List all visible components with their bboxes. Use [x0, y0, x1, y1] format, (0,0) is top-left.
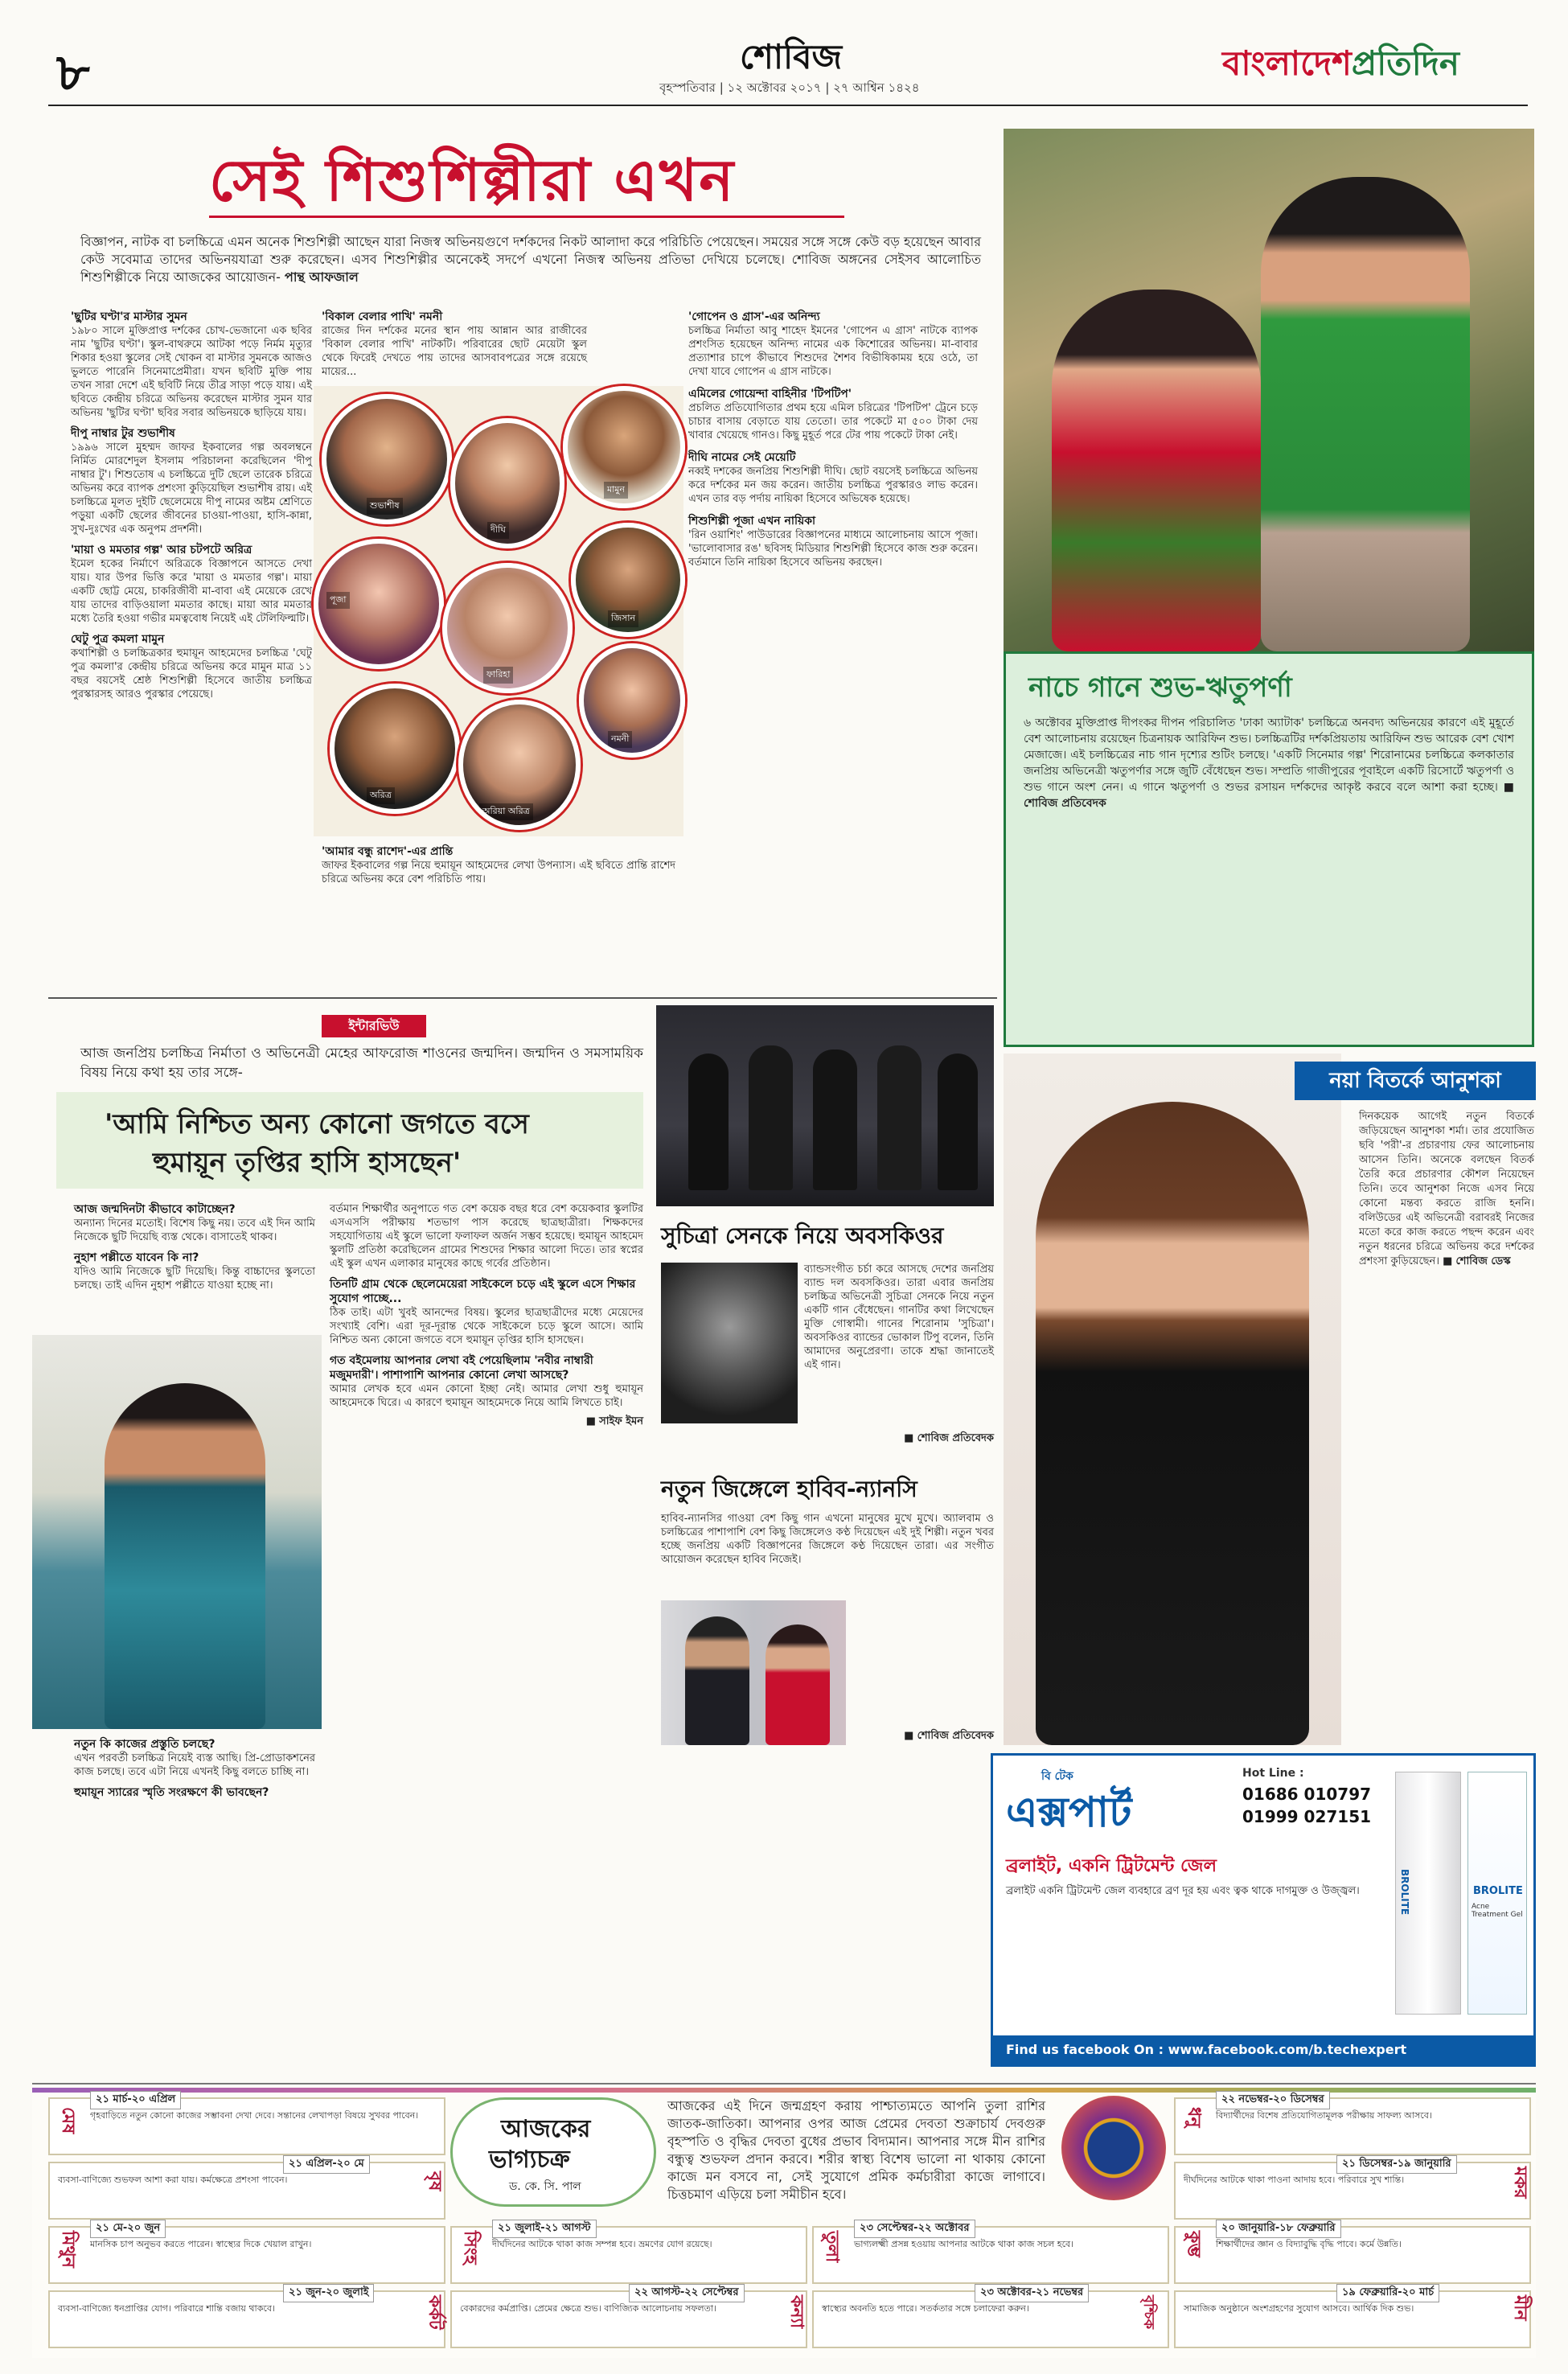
photo-label-5: জিসান — [608, 610, 638, 627]
story1-body-tail: ■ শোবিজ প্রতিবেদক — [904, 1432, 994, 1444]
sign-date-mesh: ২১ মার্চ-২০ এপ্রিল — [90, 2091, 181, 2109]
lead-col1-body-2: ১৯৯৬ সালে মুহম্মদ জাফর ইকবালের গল্প অবলম্বনে নির্মিত মোরশেদুল ইসলাম পরিচালনা করেছিলেন 'দীপু নাম্বার টু'। শিশুতোষ এ চলচ্চিত্রে দুটি ছেলে তারেক চরিত্রে অভিনয় করে ব্যাপক প্রশংসা কুড়িয়েছিল শুভাশীষ রায়। এই চলচ্চিত্রে মূলত দুইটি ছেলেমেয়ে দীপু নামের অষ্টম শ্রেণিতে পড়ুয়া একটি ছেলের জীবনের চাওয়া-পাওয়া, হাসি-কান্না, সুখ-দুঃখের এক অনুপম প্রদর্শনী। — [71, 442, 312, 536]
story2-credit-line: ■ শোবিজ প্রতিবেদক — [904, 1730, 994, 1742]
sign-name-meen: মীন — [1510, 2295, 1530, 2321]
lead-col1 — [71, 310, 312, 701]
sign-name-tula: তুলা — [822, 2231, 842, 2263]
sign-text-kumbha: শিক্ষার্থীদের জ্ঞান ও বিদ্যাবুদ্ধি বৃদ্ধি পাবে। কর্মে উন্নতি। — [1216, 2239, 1402, 2249]
lead-col2-lower-head: 'আমার বন্ধু রাশেদ'-এর প্রান্তি — [322, 845, 454, 858]
interview-col1-lower — [74, 1737, 315, 1800]
story1-credit: শোবিজ প্রতিবেদক — [917, 1432, 994, 1444]
paper-logo-a: বাংলাদেশ — [1222, 43, 1352, 83]
sign-text-mithun: মানসিক চাপ অনুভব করতে পারেন। স্বাস্থ্যের দিকে খেয়াল রাখুন। — [90, 2239, 312, 2249]
sign-date-tula: ২৩ সেপ্টেম্বর-২২ অক্টোবর — [854, 2220, 975, 2238]
photo-nomoni — [579, 643, 685, 758]
lead-col3-body-1: চলচ্চিত্র নির্মাতা আবু শাহেদ ইমনের 'গোপেন এ গ্রাস' নাটকে ব্যাপক প্রশংসিত হয়েছেন অনিন্দ্য নামের এক কিশোরের অভিনয়। মা-বাবার প্রত্যাশার চাপে কীভাবে শিশুদের শৈশব বিভীষিকাময় হয়ে ওঠে, তা দেখা যাবে গোপেন এ গ্রাস নাটকে। — [688, 325, 978, 378]
photo-label-7: অরিত্র — [367, 787, 395, 804]
lead-col1-head-3: 'মায়া ও মমতার গল্প' আর চটপটে অরিত্র — [71, 544, 252, 557]
photo-mamun — [563, 386, 685, 508]
sign-box-mesh — [48, 2093, 445, 2155]
interview-col2-text: বর্তমান শিক্ষার্থীর অনুপাতে গত বেশ কয়েক বছর ধরে বেশ কয়েকবার স্কুলটির এসএসসি পরীক্ষায় শতভাগ পাস করেছে ছাত্রছাত্রীরা। শিক্ষকদের সহযোগিতায় এই স্কুলে ভালো ফলাফল অর্জন সম্ভব হয়েছে। হুমায়ূন আহমেদ স্কুলটি প্রতিষ্ঠা করেছিলেন গ্রামের শিশুদের শিক্ষার আলো দিতে। তার স্বপ্নের এই স্কুল এখন এলাকার মানুষের কাছে গর্বের প্রতিষ্ঠান। — [330, 1203, 643, 1270]
man-figure — [1261, 177, 1470, 651]
sign-date-kanya: ২২ আগস্ট-২২ সেপ্টেম্বর — [629, 2284, 745, 2302]
feature-right-text: ৬ অক্টোবর মুক্তিপ্রাপ্ত দীপংকর দীপন পরিচালিত 'ঢাকা অ্যাটাক' চলচ্চিত্রে অনবদ্য অভিনয়ের কারণে এই মুহূর্তে বেশ আলোচনায় রয়েছেন চিত্রনায়ক আরিফিন শুভ। চলচ্চিত্রটির দর্শকপ্রিয়তায় আরিফিন শুভ আরেক বেশ খোশ মেজাজে। এই চলচ্চিত্রের নাচ গান দৃশ্যের শুটিং চলছে। 'একটি সিনেমার গল্প' শিরোনামের চলচ্চিত্রে কলকাতার জনপ্রিয় অভিনেত্রী ঋতুপর্ণার সঙ্গে জুটি বেঁধেছেন শুভ। সম্প্রতি গাজীপুরের পূবাইলে একটি রিসোর্টে ঋতুপর্ণা ও শুভ গানে অংশ নেন। এ গানে ঋতুপর্ণা ও শুভর রসায়ন দর্শকদের আকৃষ্ট করবে বলে আশা করা হচ্ছে। — [1024, 717, 1514, 794]
sign-name-singha: সিংহ — [460, 2231, 480, 2265]
sign-box-meen — [1174, 2286, 1531, 2348]
photo-label-9: নমনী — [608, 731, 632, 748]
interview-a3: এখন পরবর্তী চলচ্চিত্র নিয়েই ব্যস্ত আছি। প্রি-প্রোডাকশনের কাজ চলছে। তবে এটা নিয়ে এখনই কিছু বলতে চাচ্ছি না। — [74, 1752, 315, 1778]
photo-jisan — [571, 523, 685, 637]
masthead — [32, 16, 1536, 105]
lead-col1-head-1: 'ছুটির ঘণ্টা'র মাস্টার সুমন — [71, 310, 187, 323]
ad-hotline-label: Hot Line : — [1242, 1767, 1304, 1780]
lead-col1-body-4: কথাশিল্পী ও চলচ্চিত্রকার হুমায়ূন আহমেদের চলচ্চিত্র 'ঘেটু পুত্র কমলা'র কেন্দ্রীয় চরিত্রে অভিনয় করে মামুন মাত্র ১১ বছর বয়সেই শ্রেষ্ঠ শিশুশিল্পী হিসেবে জাতীয় চলচ্চিত্র পুরস্কারসহ আরও পুরস্কার পেয়েছে। — [71, 647, 312, 700]
sign-name-kumbha: কুম্ভ — [1184, 2231, 1204, 2257]
lead-col3-head-4: শিশুশিল্পী পূজা এখন নায়িকা — [688, 515, 816, 528]
sign-name-makar: মকর — [1510, 2167, 1530, 2199]
anushka-box — [1303, 1054, 1536, 1745]
sign-date-singha: ২১ জুলাই-২১ আগস্ট — [492, 2220, 597, 2238]
horoscope-center-text: আজকের এই দিনে জন্মগ্রহণ করায় পাশ্চাত্যমতে আপনি তুলা রাশির জাতক-জাতিকা। আপনার ওপর আজ প্রেমের দেবতা শুক্রাচার্য দেবগুরু বৃহস্পতি ও বৃদ্ধির দেবতা বুধের প্রভাব বিদ্যমান। আপনার সঙ্গে মীন রাশির বন্ধুত্ব শুভফল প্রদান করবে। শরীর স্বাস্থ্য বিশেষ ভালো না থাকায় কোনো কাজে মন বসবে না, সেই সুযোগে প্রমিক কর্মচারীরা কাজে লাগাবে। চিত্তচমাণ এড়িয়ে চলা সমীচীন হবে। — [667, 2098, 1045, 2202]
lead-col3-head-2: এমিলের গোয়েন্দা বাহিনীর 'টিপটিপ' — [688, 388, 852, 400]
interview-col1 — [74, 1202, 315, 1292]
story1-title: সুচিত্রা সেনকে নিয়ে অবসকিওর — [661, 1222, 944, 1249]
ad-phone-1: 01686 010797 — [1242, 1785, 1372, 1804]
ad-box-label: BROLITE — [1473, 1885, 1523, 1897]
zodiac-wheel-icon — [1061, 2096, 1166, 2200]
interview-a1: অন্যান্য দিনের মতোই। বিশেষ কিছু নয়। তবে এই দিন আমি নিজেকে ছুটি দিয়েছি ব্যস্ত থেকে। বাসাতেই থাকব। — [74, 1218, 315, 1243]
interview-q3: নতুন কি কাজের প্রস্তুতি চলছে? — [74, 1738, 215, 1751]
sign-box-kanya — [450, 2286, 807, 2348]
masthead-rule — [48, 105, 1528, 106]
band-member — [938, 1054, 978, 1190]
sign-name-mesh: মেষ — [58, 2107, 78, 2134]
band-member — [813, 1049, 857, 1190]
sign-text-makar: দীর্ঘদিনের আটকে থাকা পাওনা আদায় হবে। পরিবারে সুখ শান্তি। — [1184, 2175, 1405, 2185]
interview-a2: যদিও আমি নিজেকে ছুটি দিয়েছি। কিন্তু বাচ্চাদের স্কুলতো চলছে। তাই এদিন নুহাশ পল্লীতে যাওয়া হচ্ছে না। — [74, 1266, 315, 1292]
sign-text-mesh: গৃহবাড়িতে নতুন কোনো কাজের সম্ভাবনা দেখা দেবে। সন্তানের লেখাপড়া বিষয়ে সুখবর পাবেন। — [90, 2110, 419, 2121]
feature-right-body: ৬ অক্টোবর মুক্তিপ্রাপ্ত দীপংকর দীপন পরিচালিত 'ঢাকা অ্যাটাক' চলচ্চিত্রে অনবদ্য অভিনয়ের কারণে এই মুহূর্তে বেশ আলোচনায় রয়েছেন চিত্রনায়ক আরিফিন শুভ। চলচ্চিত্রটির দর্শকপ্রিয়তায় আরিফিন শুভ আরেক বেশ খোশ মেজাজে। এই চলচ্চিত্রের নাচ গান দৃশ্যের শুটিং চলছে। 'একটি সিনেমার গল্প' শিরোনামের চলচ্চিত্রে কলকাতার জনপ্রিয় অভিনেত্রী ঋতুপর্ণার সঙ্গে জুটি বেঁধেছেন শুভ। সম্প্রতি গাজীপুরের পূবাইলে একটি রিসোর্টে ঋতুপর্ণা ও শুভ গানে অংশ নেন। এ গানে ঋতুপর্ণা ও শুভর রসায়ন দর্শকদের আকৃষ্ট করবে বলে আশা করা হচ্ছে। ■ শোবিজ প্রতিবেদক — [1024, 717, 1514, 810]
lead-col3-head-3: দীঘি নামের সেই মেয়েটি — [688, 451, 796, 464]
story2-title: নতুন জিঙ্গেলে হাবিব-ন্যানসি — [661, 1476, 917, 1502]
paper-logo — [1222, 37, 1459, 94]
sign-box-karkat — [48, 2286, 445, 2348]
story2-text: হাবিব-ন্যানসির গাওয়া বেশ কিছু গান এখনো মানুষের মুখে মুখে। অ্যালবাম ও চলচ্চিত্রের পাশাপাশি বেশ কিছু জিঙ্গেলেও কণ্ঠ দিয়েছেন এই দুই শিল্পী। নতুন খবর হচ্ছে জনপ্রিয় একটি বিজ্ঞাপনের জিঙ্গেলে কণ্ঠ দিয়েছেন তারা। এর সংগীত আয়োজন করেছেন হাবিব নিজেই। — [661, 1513, 994, 1566]
photo-label-3: মামুন — [604, 482, 628, 499]
interview-intro: আজ জনপ্রিয় চলচ্চিত্র নির্মাতা ও অভিনেত্রী মেহের আফরোজ শাওনের জন্মদিন। জন্মদিন ও সমসাময়িক বিষয় নিয়ে কথা হয় তার সঙ্গে- — [80, 1045, 643, 1081]
sign-text-karkat: ব্যবসা-বাণিজ্যে ধনপ্রাপ্তির যোগ। পরিবারে শান্তি বজায় থাকবে। — [58, 2303, 275, 2314]
feature-right-title: নাচে গানে শুভ-ঋতুপর্ণা — [1028, 672, 1292, 704]
story1-text: ব্যান্ডসংগীত চর্চা করে আসছে দেশের জনপ্রিয় ব্যান্ড দল অবসকিওর। তারা এবার জনপ্রিয় চলচ্চিত্র অভিনেত্রী সুচিত্রা সেনকে নিয়ে নতুন একটি গান বেঁধেছেন। গানটির কথা লিখেছেন মুক্তি গোস্বামী। গানের শিরোনাম 'সুচিত্রা'। অবসকিওর ব্যান্ডের ভোকাল টিপু বলেন, তিনি আমাদের অনুপ্রেরণা। তাকে শ্রদ্ধা জানাতেই এই গান। — [804, 1263, 994, 1371]
ad-brand-prefix: বি টেক — [1041, 1770, 1073, 1783]
story1-body — [804, 1263, 994, 1372]
photo-label-8: অরিয়া অরিত্র — [479, 803, 533, 820]
paper-logo-b: প্রতিদিন — [1351, 43, 1459, 83]
sign-name-brish: বৃষ — [425, 2171, 445, 2191]
habib-nancy-photo — [661, 1600, 846, 1745]
interview-kicker: ইন্টারভিউ — [322, 1015, 426, 1037]
sign-name-kanya: কন্যা — [786, 2295, 807, 2329]
sign-box-brishchik — [812, 2286, 1169, 2348]
interview-q1: আজ জন্মদিনটা কীভাবে কাটাচ্ছেন? — [74, 1203, 236, 1216]
ad-phone-2: 01999 027151 — [1242, 1807, 1372, 1826]
horoscope-author: ড. কে. সি. পাল — [509, 2180, 581, 2193]
photo-fariha — [442, 563, 573, 693]
shaon-photo — [32, 1335, 322, 1729]
section-name: শোবিজ — [740, 37, 843, 76]
photo-aritra — [330, 684, 460, 814]
lead-col3-body-4: 'রিন ওয়াশিং' পাউডারের বিজ্ঞাপনের মাধ্যমে আলোচনায় আসে পূজা। 'ভালোবাসার রঙ' ছবিসহ মিডিয়ার শিশুশিল্পী হিসেবে কাজ শুরু করেন। বর্তমানে তিনি নায়িকা হিসেবে অভিনয় করছেন। — [688, 529, 978, 569]
interview-sub3: গত বইমেলায় আপনার লেখা বই পেয়েছিলাম 'নবীর নাম্বারী মজুমদারী'। পাশাপাশি আপনার কোনো লেখা আসছে? — [330, 1354, 593, 1382]
sign-date-meen: ১৯ ফেব্রুয়ারি-২০ মার্চ — [1336, 2284, 1439, 2302]
lead-col2-head-1: 'বিকাল বেলার পাখি' নমনী — [322, 310, 443, 323]
woman-figure — [1052, 290, 1261, 651]
horoscope-section — [32, 2083, 1536, 2358]
lead-col1-body-1: ১৯৮০ সালে মুক্তিপ্রাপ্ত দর্শকের চোখ-ভেজানো এক ছবির নাম 'ছুটির ঘণ্টা'। স্কুল-বাথরুমে আটকা পড়ে নির্মম মৃত্যুর শিকার হওয়া স্কুলের সেই খোকন বা মাস্টার সুমনকে আজও ভুলতে পারেনি সিনেমাপ্রেমীরা। যখন ছবিটি মুক্তি পায় তখন সারা দেশে এই ছবিটি নিয়ে তীব্র সাড়া পড়ে যায়। এই ছবিতে কেন্দ্রীয় চরিত্রে অভিনয় করেছেন মাস্টার সুমন যার অভিনয় 'ছুটির ঘণ্টা' ছবির সবার অভিনয়কে ছাড়িয়ে যায়। — [71, 325, 312, 419]
page-number: ৮ — [56, 43, 90, 103]
lead-col2-body-1: রাজের দিন দর্শকের মনের স্থান পায় আন্নান আর রাজীবের 'বিকাল বেলার পাখি' নাটকটি। পরিবারের ছোট মেয়েটা স্কুল থেকে ফিরেই দেখতে পায় তাদের আসবাবপত্রের সঙ্গে রয়েছে মায়ের... — [322, 325, 587, 378]
child-artist-collage — [314, 386, 683, 836]
section-divider-1 — [48, 997, 997, 999]
horoscope-title-b: ভাগ্যচক্র — [489, 2146, 570, 2174]
ad-facebook-bar[interactable]: Find us facebook On : www.facebook.com/b.techexpert — [993, 2035, 1533, 2064]
anushka-body: দিনকয়েক আগেই নতুন বিতর্কে জড়িয়েছেন আনুশকা শর্মা। তার প্রযোজিত ছবি 'পরী'-র প্রচারণায় ফের আলোচনায় আসেন তিনি। অনেকে বলছেন বিতর্ক তৈরি করে প্রচারণার কৌশল নিয়েছেন তিনি। তবে আনুশকা নিজে এসব নিয়ে কোনো মন্তব্য করতে রাজি হননি। বলিউডের এই অভিনেত্রী বরাবরই নিজের মতো করে কাজ করতে পছন্দ করেন এবং নতুন ধরনের চরিত্রে অভিনয় করে দর্শকের প্রশংসা কুড়িয়েছেন। ■ শোবিজ ডেস্ক — [1359, 1111, 1534, 1267]
lead-intro — [80, 233, 981, 286]
sign-box-singha — [450, 2222, 807, 2284]
horoscope-title-box — [450, 2097, 656, 2207]
anushka-text: দিনকয়েক আগেই নতুন বিতর্কে জড়িয়েছেন আনুশকা শর্মা। তার প্রযোজিত ছবি 'পরী'-র প্রচারণায় ফের আলোচনায় আসেন তিনি। অনেকে বলছেন বিতর্ক তৈরি করে প্রচারণার কৌশল নিয়েছেন তিনি। তবে আনুশকা নিজে এসব নিয়ে কোনো মন্তব্য করতে রাজি হননি। বলিউডের এই অভিনেত্রী বরাবরই নিজের মতো করে কাজ করতে পছন্দ করেন এবং নতুন ধরনের চরিত্রে অভিনয় করে দর্শকের প্রশংসা কুড়িয়েছেন। — [1359, 1111, 1534, 1267]
ad-brand: এক্সপার্ট — [1006, 1789, 1132, 1837]
obscure-band-photo — [656, 1005, 994, 1206]
sign-name-karkat: কর্কট — [425, 2295, 445, 2330]
sign-text-singha: দীর্ঘদিনের আটকে থাকা কাজ সম্পন্ন হবে। ভ্রমণের যোগ রয়েছে। — [492, 2239, 712, 2249]
sign-box-mithun — [48, 2222, 445, 2284]
sign-date-makar: ২১ ডিসেম্বর-১৯ জানুয়ারি — [1336, 2155, 1457, 2174]
interview-quote-box — [56, 1092, 643, 1189]
interview-quote-b: হুমায়ূন তৃপ্তির হাসি হাসছেন' — [153, 1147, 462, 1179]
photo-dighi — [450, 418, 564, 548]
band-member — [877, 1045, 922, 1190]
sign-date-brishchik: ২৩ অক্টোবর-২১ নভেম্বর — [975, 2284, 1089, 2302]
shaon-figure — [105, 1383, 265, 1729]
photo-label-1: শুভাশীষ — [367, 498, 403, 515]
sign-name-brishchik: বৃশ্চিক — [1140, 2295, 1157, 2330]
suchitra-photo — [661, 1263, 798, 1423]
sign-date-dhanu: ২২ নভেম্বর-২০ ডিসেম্বর — [1216, 2091, 1330, 2109]
story2-body — [661, 1512, 994, 1567]
anushka-figure — [1036, 1102, 1309, 1745]
photo-label-2: দীঘি — [487, 522, 509, 539]
ad-product-tube — [1395, 1772, 1461, 2015]
sign-date-mithun: ২১ মে-২০ জুন — [90, 2220, 166, 2238]
anushka-photo — [1004, 1054, 1341, 1745]
sign-text-dhanu: বিদ্যার্থীদের বিশেষ প্রতিযোগিতামূলক পরীক্ষায় সাফল্য আসবে। — [1216, 2110, 1432, 2121]
date-line: বৃহস্পতিবার | ১২ অক্টোবর ২০১৭ | ২৭ আশ্বিন ১৪২৪ — [659, 80, 920, 95]
habib-figure — [685, 1616, 749, 1745]
lead-col1-body-3: ইমেল হকের নির্মাণে অরিত্রকে বিজ্ঞাপনে আসতে দেখা যায়। যার উপর ভিত্তি করে 'মায়া ও মমতার গল্প'। মায়া একটি ছোট্ট মেয়ে, চাকরিজীবী মা-বাবা এই মেয়েকে রেখে যায় তাদের বাড়িওয়ালা মমতার কাছে। মায়া আর মমতার মধ্যে তৈরি হওয়া গভীর মমত্ববোধ নিয়েই এই টেলিফিল্মটি। — [71, 558, 312, 625]
lead-col3 — [688, 310, 978, 569]
sign-text-brishchik: স্বাস্থ্যের অবনতি হতে পারে। সতর্কতার সঙ্গে চলাফেরা করুন। — [822, 2303, 1029, 2314]
interview-q4: হুমায়ূন স্যারের স্মৃতি সংরক্ষণে কী ভাবছেন? — [74, 1786, 269, 1799]
sign-text-brish: ব্যবসা-বাণিজ্যে শুভফল আশা করা যায়। কর্মক্ষেত্রে প্রশংসা পাবেন। — [58, 2175, 288, 2185]
lead-intro-text: বিজ্ঞাপন, নাটক বা চলচ্চিত্রে এমন অনেক শিশুশিল্পী আছেন যারা নিজস্ব অভিনয়গুণে দর্শকদের নিকট আলাদা করে পরিচিতি পেয়েছেন। সময়ের সঙ্গে সঙ্গে কেউ বড় হয়েছেন আবার কেউ সবেমাত্র তাদের অভিনয়যাত্রা শুরু করেছেন। এসব শিশুশিল্পীর অনেকেই সদর্পে এখনো নিজস্ব অভিনয় প্রতিভা দেখিয়ে চলেছে। শোবিজ অঙ্গনের সেইসব আলোচিত শিশুশিল্পীকে নিয়ে আজকের আয়োজন- — [80, 234, 981, 285]
sign-date-kumbha: ২০ জানুয়ারি-১৮ ফেব্রুয়ারি — [1216, 2220, 1341, 2238]
headline-underline — [209, 216, 844, 218]
sign-text-tula: ভাগ্যলক্ষ্মী প্রসন্ন হওয়ায় আপনার আটকে থাকা কাজ সচল হবে। — [854, 2239, 1074, 2249]
sign-box-brish — [48, 2158, 445, 2220]
lead-col1-head-4: ঘেটু পুত্র কমলা মামুন — [71, 633, 165, 646]
sign-box-kumbha — [1174, 2222, 1531, 2284]
ad-product-name: ব্রলাইট, একনি ট্রিটমেন্ট জেল — [1006, 1856, 1217, 1876]
band-member — [749, 1045, 793, 1190]
sign-text-kanya: বেকারদের কর্মপ্রাপ্তি। প্রেমের ক্ষেত্রে শুভ। বাণিজ্যিক আলোচনায় সফলতা। — [460, 2303, 716, 2314]
expert-ad[interactable] — [991, 1753, 1536, 2067]
interview-q2: নুহাশ পল্লীতে যাবেন কি না? — [74, 1251, 199, 1264]
lead-byline: পান্থ আফজাল — [285, 269, 359, 285]
lead-col2-lower — [322, 844, 675, 886]
lead-col2-lower-body: জাফর ইকবালের গল্প নিয়ে হুমায়ূন আহমেদের লেখা উপন্যাস। এই ছবিতে প্রান্তি রাশেদ চরিত্রে অভিনয় করে বেশ পরিচিতি পায়। — [322, 860, 675, 885]
photo-label-6: ফারিহা — [483, 667, 513, 684]
shuvo-rituparna-photo — [1004, 129, 1534, 651]
story2-credit: শোবিজ প্রতিবেদক — [917, 1730, 994, 1742]
sign-date-karkat: ২১ জুন-২০ জুলাই — [283, 2284, 374, 2302]
anushka-title: নয়া বিতর্কে আনুশকা — [1295, 1062, 1536, 1100]
interview-col2c-text: আমার লেখক হবে এমন কোনো ইচ্ছা নেই। আমার লেখা শুধু হুমায়ূন আহমেদকে ঘিরে। এ কারণে হুমায়ূন আহমেদকে নিয়ে আমি লিখতে চাই। — [330, 1383, 643, 1409]
ad-product-box — [1467, 1772, 1527, 2015]
lead-col3-body-3: নব্বই দশকের জনপ্রিয় শিশুশিল্পী দীঘি। ছোট বয়সেই চলচ্চিত্রে অভিনয় করে দর্শকের মন জয় করেন। জাতীয় চলচ্চিত্র পুরস্কারও লাভ করেন। এখন তার বড় পর্দায় নায়িকা হিসেবে অভিষেক হয়েছে। — [688, 466, 978, 505]
lead-col1-head-2: দীপু নাম্বার টুর শুভাশীষ — [71, 427, 175, 440]
photo-label-4: পূজা — [326, 592, 350, 609]
lead-col3-body-2: প্রচলিত প্রতিযোগিতার প্রথম হয়ে এমিল চরিত্রের 'টিপটিপ' ট্রেনে চড়ে চাচার বাসায় বেড়াতে যায় তেতো। তার পকেটে মা ৫০০ টাকা দেয় খাবার খেয়েছে গানও। কিছু মুহূর্ত পরে টের পায় পকেটে টাকা নেই। — [688, 402, 978, 442]
interview-credit: সাইফ ইমন — [599, 1415, 643, 1427]
interview-sub2: তিনটি গ্রাম থেকে ছেলেমেয়েরা সাইকেলে চড়ে এই স্কুলে এসে শিক্ষার সুযোগ পাচ্ছে... — [330, 1278, 636, 1305]
interview-col2: বর্তমান শিক্ষার্থীর অনুপাতে গত বেশ কয়েক বছর ধরে বেশ কয়েকবার স্কুলটির এসএসসি পরীক্ষায় শতভাগ পাস করেছে ছাত্রছাত্রীরা। শিক্ষকদের সহযোগিতায় এই স্কুলে ভালো ফলাফল অর্জন সম্ভব হয়েছে। হুমায়ূন আহমেদ স্কুলটি প্রতিষ্ঠা করেছিলেন গ্রামের শিশুদের শিক্ষার আলো দিতে। তার স্বপ্নের এই স্কুল এখন এলাকার মানুষের কাছে গর্বের প্রতিষ্ঠান। তিনটি গ্রাম থেকে ছেলেমেয়েরা সাইকেলে চড়ে এই স্কুলে এসে শিক্ষার সুযোগ পাচ্ছে... ঠিক তাই। এটা খুবই আনন্দের বিষয়। স্কুলের ছাত্রছাত্রীদের মধ্যে মেয়েদের সংখ্যাই বেশি। এরা দূর-দূরান্ত থেকে সাইকেলে চড়ে স্কুলে আসে। আমি নিশ্চিত অন্য কোনো জগতে বসে হুমায়ূন তৃপ্তির হাসি হাসছেন। গত বইমেলায় আপনার লেখা বই পেয়েছিলাম 'নবীর নাম্বারী মজুমদারী'। পাশাপাশি আপনার কোনো লেখা আসছে? আমার লেখক হবে এমন কোনো ইচ্ছা নেই। আমার লেখা শুধু হুমায়ূন আহমেদকে ঘিরে। এ কারণে হুমায়ূন আহমেদকে নিয়ে আমি লিখতে চাই। ■ সাইফ ইমন — [330, 1203, 643, 1427]
lead-headline: সেই শিশুশিল্পীরা এখন — [209, 146, 736, 214]
ad-description: ব্রলাইট একনি ট্রিটমেন্ট জেল ব্যবহারে ব্রণ দূর হয় এবং ত্বক থাকে দাগমুক্ত ও উজ্জ্বল। — [1006, 1885, 1360, 1897]
anushka-credit: শোবিজ ডেস্ক — [1455, 1255, 1511, 1267]
sign-date-brish: ২১ এপ্রিল-২০ মে — [283, 2155, 370, 2174]
feature-right-credit: শোবিজ প্রতিবেদক — [1024, 797, 1106, 810]
sign-box-tula — [812, 2222, 1169, 2284]
sign-box-dhanu — [1174, 2093, 1531, 2155]
lead-col2-top — [322, 310, 587, 379]
sign-text-meen: সামাজিক অনুষ্ঠানে অংশগ্রহণের সুযোগ আসবে। আর্থিক দিক শুভ। — [1184, 2303, 1414, 2314]
ad-box-sub: Acne Treatment Gel — [1472, 1903, 1523, 1919]
sign-name-dhanu: ধনু — [1184, 2107, 1204, 2128]
horoscope-title-a: আজকের — [501, 2115, 591, 2143]
photo-shuvashish — [322, 394, 452, 524]
lead-col3-head-1: 'গোপেন ও গ্রাস'-এর অনিন্দ্য — [688, 310, 820, 323]
ad-tube-label: BROLITE — [1399, 1869, 1410, 1916]
sign-box-makar — [1174, 2158, 1531, 2220]
nancy-figure — [766, 1624, 830, 1745]
feature-right-box — [1004, 651, 1534, 1047]
sign-name-mithun: মিথুন — [58, 2231, 78, 2268]
interview-quote-a: 'আমি নিশ্চিত অন্য কোনো জগতে বসে — [105, 1108, 529, 1140]
band-member — [688, 1054, 729, 1190]
photo-aria — [458, 700, 581, 830]
interview-col2b-text: ঠিক তাই। এটা খুবই আনন্দের বিষয়। স্কুলের ছাত্রছাত্রীদের মধ্যে মেয়েদের সংখ্যাই বেশি। এরা দূর-দূরান্ত থেকে সাইকেলে চড়ে স্কুলে আসে। আমি নিশ্চিত অন্য কোনো জগতে বসে হুমায়ূন তৃপ্তির হাসি হাসছেন। — [330, 1307, 643, 1346]
photo-puja — [314, 539, 444, 669]
